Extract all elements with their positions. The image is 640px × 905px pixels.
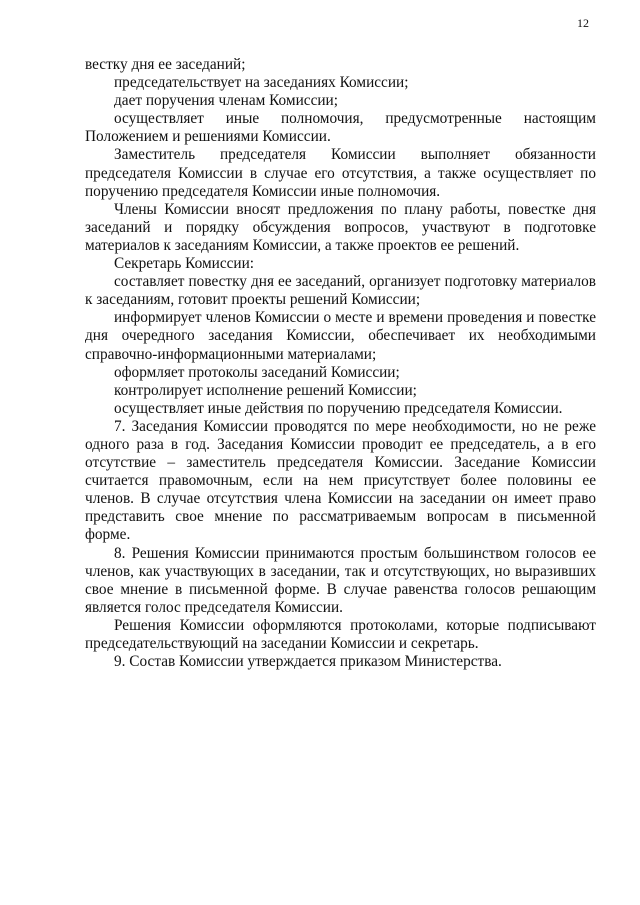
paragraph-section-9: 9. Состав Комиссии утверждается приказом Министерства. (114, 653, 502, 671)
paragraph-section-8: 8. Решения Комиссии принимаются простым большинством голосов ее членов, как участвующих в заседании, так и отсутствующих, но выразивших свое мнение в письменной форме. В случае равенства голосов решающим является голос председателя Комиссии. (85, 544, 596, 616)
paragraph-other-powers: осуществляет иные полномочия, предусмотренные настоящим Положением и решениями Комиссии. (85, 110, 596, 146)
paragraph-secretary-other: осуществляет иные действия по поручению председателя Комиссии. (114, 399, 563, 417)
paragraph-section-7: 7. Заседания Комиссии проводятся по мере необходимости, но не реже одного раза в год. Заседания Комиссии проводит ее председатель, а в его отсутствие – заместитель председателя Комиссии. Заседание Комиссии считается правомочным, если на нем присутствует более половины ее членов. В случае отсутствия члена Комиссии на заседании он имеет право представить свое мнение по рассматриваемым вопросам в письменной форме. (85, 417, 596, 544)
paragraph-secretary-agenda: составляет повестку дня ее заседаний, организует подготовку материалов к заседаниям, готовит проекты решений Комиссии; (85, 273, 596, 309)
paragraph-secretary-heading: Секретарь Комиссии: (114, 255, 255, 273)
paragraph-secretary-minutes: оформляет протоколы заседаний Комиссии; (114, 363, 400, 381)
paragraph-secretary-controls: контролирует исполнение решений Комиссии; (114, 381, 417, 399)
paragraph-presides: председательствует на заседаниях Комиссии; (114, 74, 409, 92)
paragraph-members: Члены Комиссии вносят предложения по плану работы, повестке дня заседаний и порядку обсуждения вопросов, участвуют в подготовке материалов к заседаниям Комиссии, а также проектов ее решений. (85, 200, 596, 254)
paragraph-agenda-continuation: вестку дня ее заседаний; (85, 56, 246, 73)
paragraph-deputy-chair: Заместитель председателя Комиссии выполняет обязанности председателя Комиссии в случае его отсутствия, а также осуществляет по поручению председателя Комиссии иные полномочия. (85, 146, 596, 200)
paragraph-gives-instructions: дает поручения членам Комиссии; (114, 92, 338, 110)
page-number: 12 (577, 16, 589, 30)
paragraph-secretary-informs: информирует членов Комиссии о месте и времени проведения и повестке дня очередного заседания Комиссии, обеспечивает их необходимыми справочно-информационными материалами; (85, 309, 596, 363)
document-body (85, 56, 596, 671)
paragraph-decisions-minutes: Решения Комиссии оформляются протоколами, которые подписывают председательствующий на заседании Комиссии и секретарь. (85, 616, 596, 652)
